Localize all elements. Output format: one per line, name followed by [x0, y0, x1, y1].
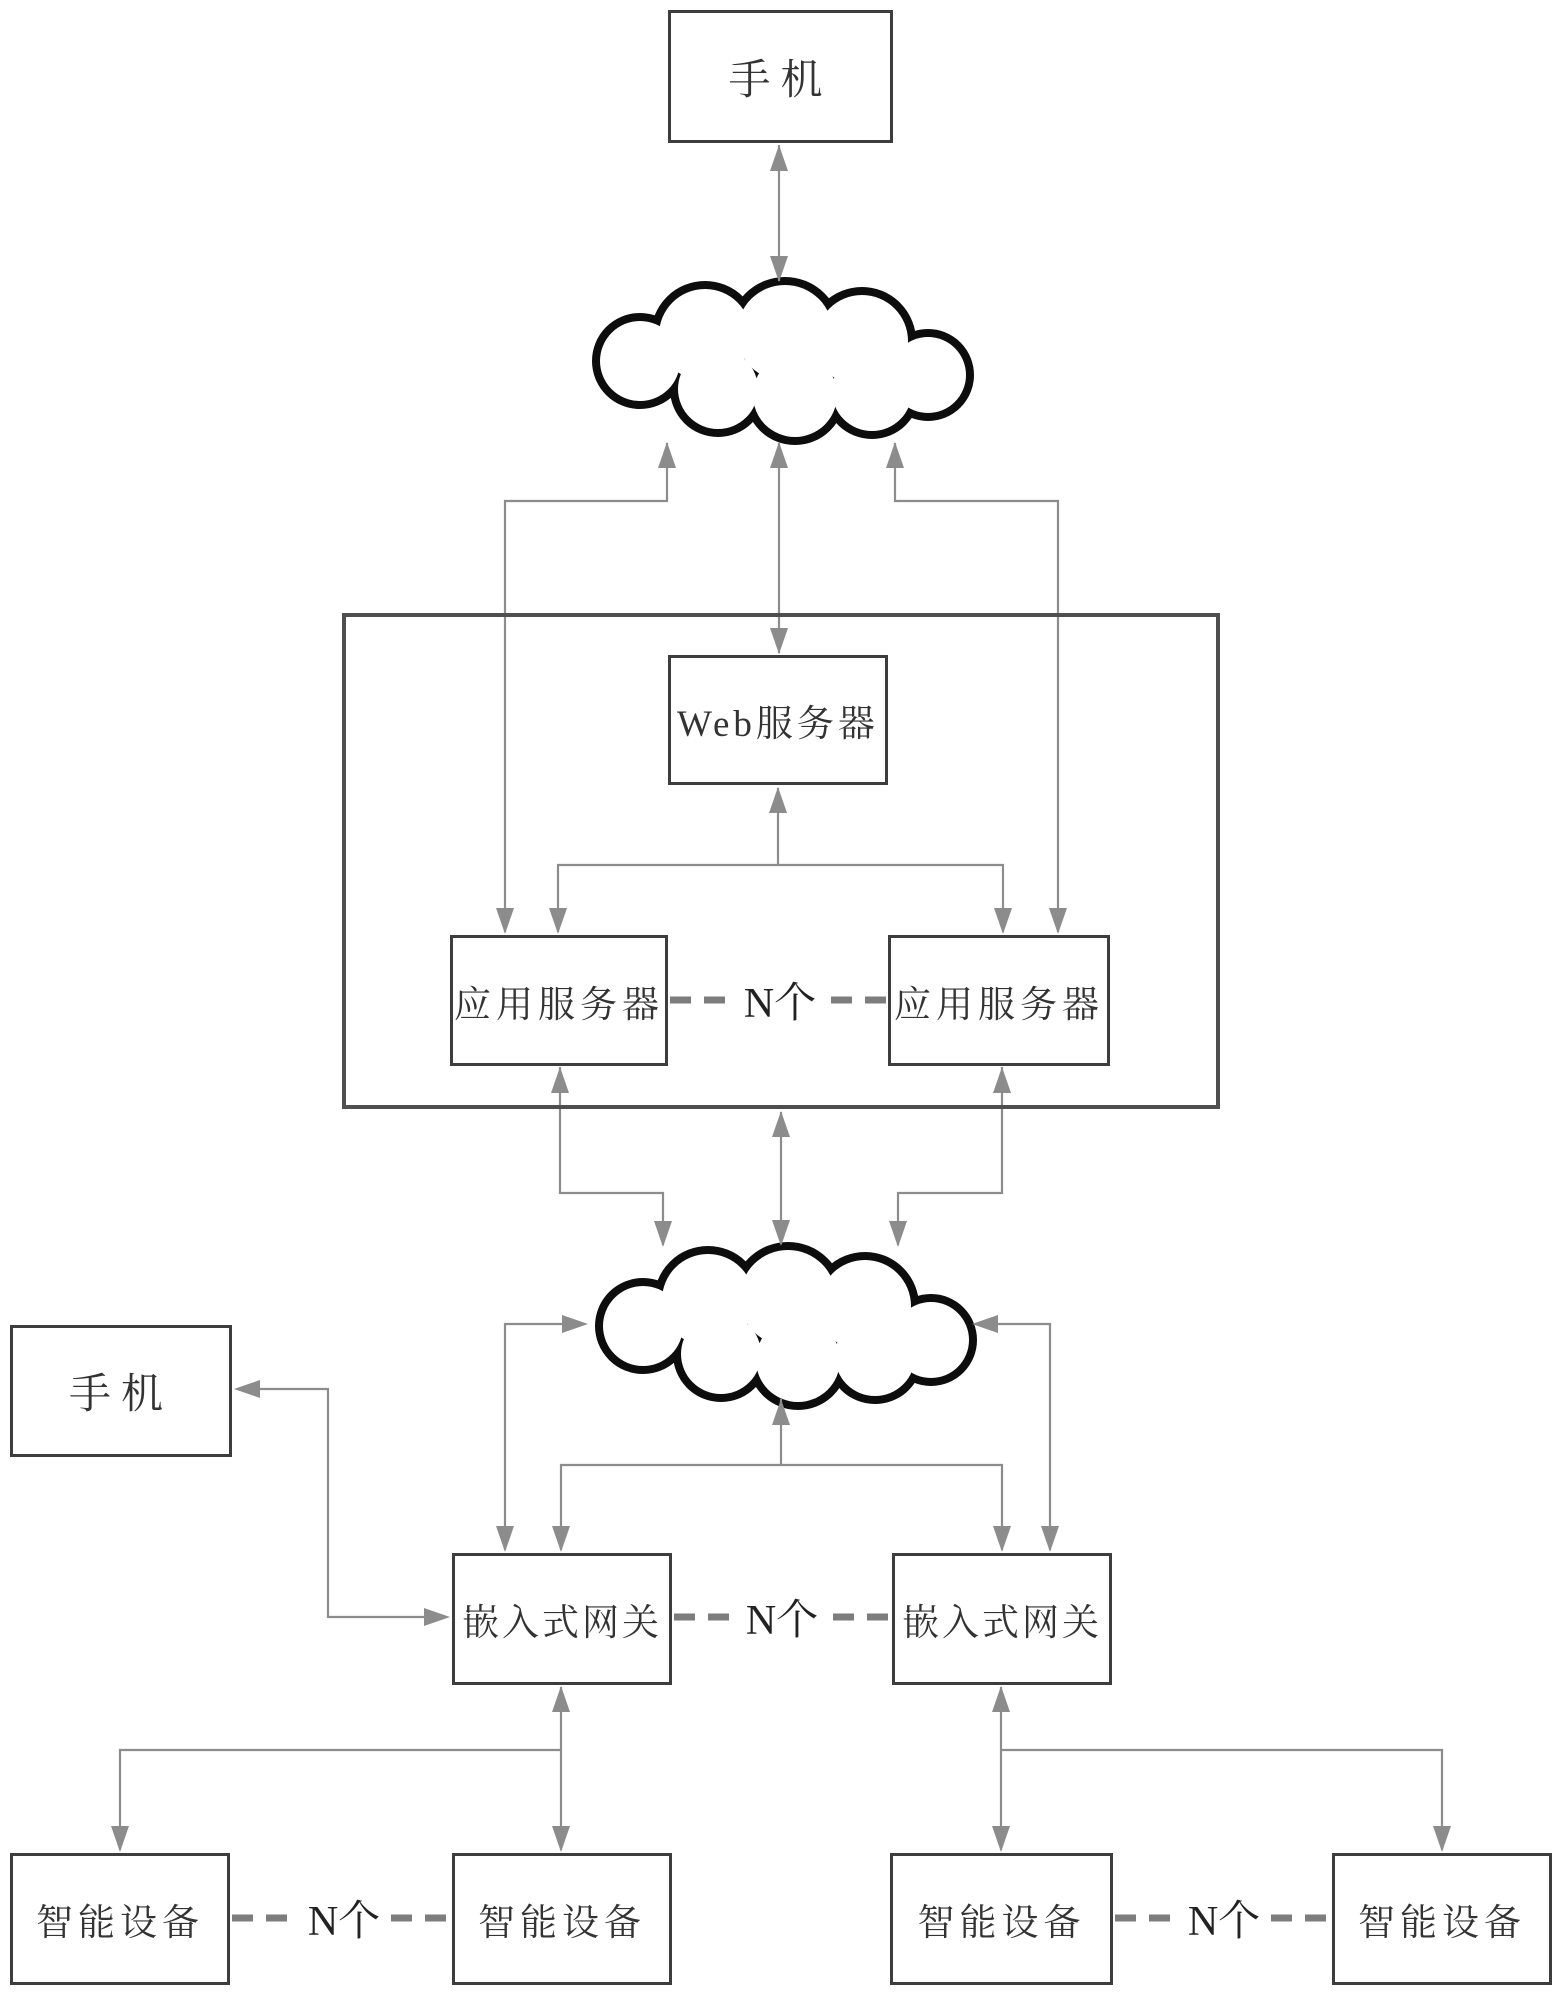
arrowhead-right	[424, 1608, 450, 1626]
internet-cloud-top-fill	[832, 351, 912, 431]
arrowhead-up	[770, 145, 788, 171]
link-cloud2-gateway-left	[505, 1324, 566, 1550]
link-gatewayright-device4	[1001, 1750, 1442, 1850]
phone-left-node	[10, 1325, 232, 1457]
web-server-node	[668, 655, 888, 785]
arrowhead-up	[992, 1686, 1010, 1712]
arrowhead-down	[1433, 1826, 1451, 1852]
arrowhead-down	[654, 1221, 672, 1247]
internet-cloud-bottom-fill	[835, 1316, 915, 1396]
link-gatewayleft-device1	[120, 1750, 561, 1850]
smart-device-2-label: 智能设备	[478, 1903, 646, 1944]
phone-left-label: 手机	[68, 1372, 173, 1418]
n-count-label-gateways: N个	[742, 1587, 822, 1647]
arrowhead-down	[993, 1526, 1011, 1552]
internet-cloud-top-fill	[678, 349, 758, 429]
gateway-right-node	[892, 1553, 1112, 1685]
arrowhead-down	[496, 1526, 514, 1552]
gateway-left-node	[452, 1553, 672, 1685]
app-server-right-label: 应用服务器	[894, 984, 1104, 1026]
smart-device-3-label: 智能设备	[917, 1903, 1086, 1944]
app-server-left-label: 应用服务器	[454, 984, 664, 1026]
arrowhead-up	[886, 442, 904, 468]
internet-cloud-top-fill	[753, 353, 837, 437]
smart-device-1-label: 智能设备	[36, 1903, 204, 1944]
arrowhead-down	[552, 1526, 570, 1552]
arrowhead-down	[992, 1826, 1010, 1852]
arrowhead-down	[1041, 1526, 1059, 1552]
smart-device-3-node	[890, 1853, 1113, 1985]
smart-device-4-node	[1332, 1853, 1552, 1985]
phone-top-label: 手机	[728, 57, 833, 104]
arrowhead-up	[658, 442, 676, 468]
link-phoneleft-gateway-left	[258, 1389, 426, 1617]
n-count-label-devices-right: N个	[1184, 1888, 1264, 1948]
arrowhead-down	[111, 1826, 129, 1852]
smart-device-2-node	[452, 1853, 672, 1985]
web-server-label: Web服务器	[677, 704, 879, 745]
smart-device-4-label: 智能设备	[1358, 1903, 1526, 1944]
smart-device-1-node	[10, 1853, 230, 1985]
link-cloud2-gateways-branch	[561, 1465, 1002, 1550]
arrowhead-up	[552, 1686, 570, 1712]
internet-cloud-bottom-fill	[756, 1318, 840, 1402]
n-count-label-app-servers: N个	[740, 970, 820, 1030]
arrowhead-up	[772, 1111, 790, 1137]
arrowhead-left	[234, 1380, 260, 1398]
internet-cloud-bottom-fill	[681, 1314, 761, 1394]
n-count-label-devices-left: N个	[304, 1888, 384, 1948]
app-server-left-node	[450, 935, 668, 1066]
app-server-right-node	[888, 935, 1110, 1066]
arrowhead-down	[552, 1826, 570, 1852]
gateway-left-label: 嵌入式网关	[462, 1603, 662, 1644]
arrowhead-right	[562, 1315, 588, 1333]
gateway-right-label: 嵌入式网关	[902, 1603, 1102, 1644]
arrowhead-up	[770, 442, 788, 468]
phone-top-node	[668, 10, 893, 143]
arrowhead-down	[889, 1221, 907, 1247]
